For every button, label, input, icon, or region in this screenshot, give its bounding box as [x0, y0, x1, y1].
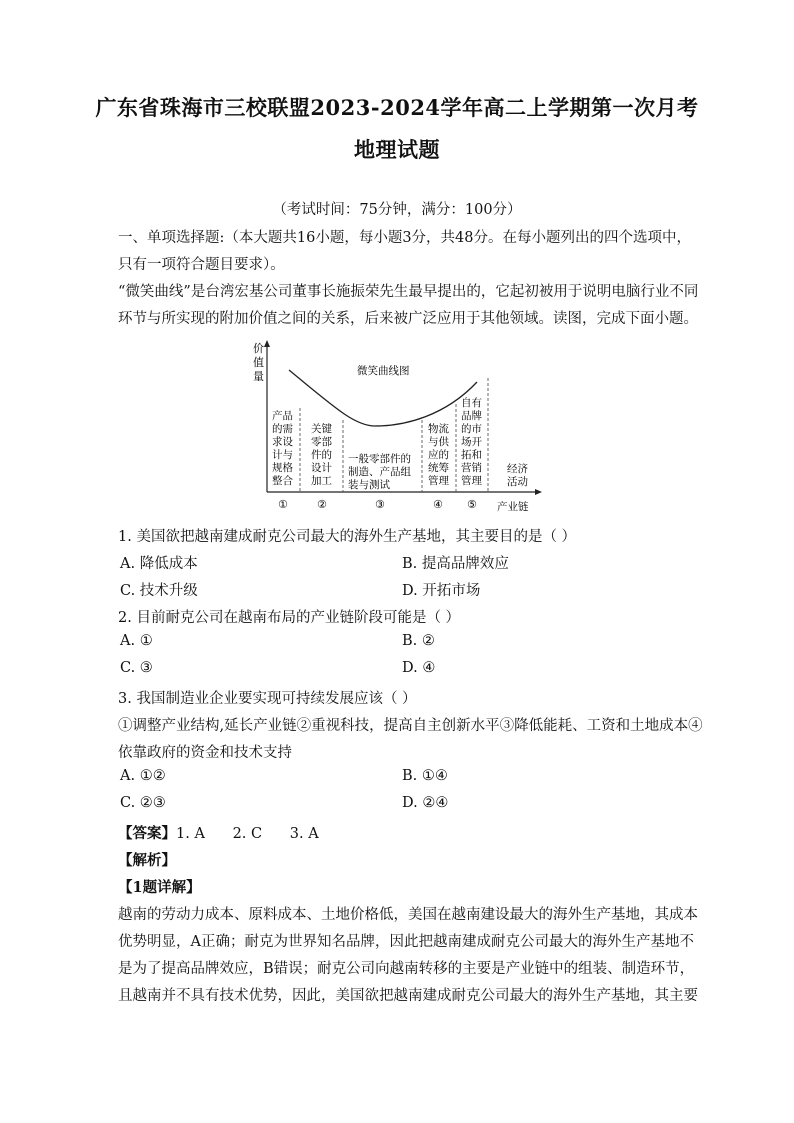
question-3-option-d: D. ②④	[402, 795, 449, 811]
stage-3-label	[348, 452, 411, 491]
smile-curve-line	[289, 370, 477, 426]
svg-text:的需: 的需	[272, 423, 293, 435]
svg-text:的市: 的市	[461, 423, 482, 435]
y-axis-label-char: 量	[253, 370, 264, 383]
analysis-line-3: 是为了提高品牌效应，B错误；耐克公司向越南转移的主要是产业链中的组装、制造环节，	[118, 961, 695, 977]
question-3-detail-1: ①调整产业结构,延长产业链②重视科技，提高自主创新水平③降低能耗、工资和土地成本④	[118, 718, 703, 734]
svg-text:管理: 管理	[461, 475, 482, 487]
activity-label: 活动	[507, 476, 528, 488]
stage-number: ③	[375, 498, 385, 511]
question-1-option-d: D. 开拓市场	[402, 583, 481, 599]
question-2-option-b: B. ②	[402, 633, 435, 649]
x-axis-arrow	[535, 489, 542, 495]
svg-text:关键: 关键	[311, 423, 332, 435]
section-heading-line-1: 一、单项选择题:（本大题共16小题，每小题3分，共48分。在每小题列出的四个选项中，	[118, 230, 692, 246]
question-1-option-a: A. 降低成本	[120, 556, 198, 572]
question-3-option-a: A. ①②	[120, 768, 166, 784]
section-heading-line-2: 只有一项符合题目要求）。	[118, 257, 285, 273]
question-1-option-b: B. 提高品牌效应	[402, 556, 509, 572]
question-3-stem: 3. 我国制造业企业要实现可持续发展应该（ ）	[118, 691, 417, 707]
svg-text:产品: 产品	[272, 410, 293, 422]
page-subtitle: 地理试题	[354, 137, 440, 162]
analysis-line-4: 且越南并不具有技术优势，因此，美国欲把越南建成耐克公司最大的海外生产基地，其主要	[118, 988, 698, 1004]
svg-text:统筹: 统筹	[428, 462, 449, 474]
analysis-label: 【解析】	[118, 852, 176, 869]
stage-number: ④	[433, 498, 443, 511]
svg-text:管理: 管理	[428, 475, 449, 487]
stage-number: ①	[278, 498, 288, 511]
analysis-sub-label: 【1题详解】	[118, 879, 201, 896]
svg-text:场开: 场开	[461, 436, 482, 448]
svg-text:与供: 与供	[428, 436, 449, 448]
svg-text:营销: 营销	[461, 462, 482, 474]
y-axis-label-char: 值	[253, 356, 264, 369]
x-axis-label: 产业链	[497, 501, 529, 513]
stage-1-label	[272, 409, 293, 487]
svg-text:整合: 整合	[272, 475, 293, 487]
analysis-line-2: 优势明显，A正确；耐克为世界知名品牌，因此把越南建成耐克公司最大的海外生产基地不	[118, 934, 694, 950]
svg-text:自有: 自有	[461, 397, 482, 409]
y-axis-label-char: 价	[253, 342, 264, 355]
svg-text:计与: 计与	[272, 449, 293, 461]
question-3-detail-2: 依靠政府的资金和技术支持	[118, 745, 292, 761]
answer-line	[118, 822, 319, 843]
svg-text:件的: 件的	[311, 449, 332, 461]
answer-values: 1. A 2. C 3. A	[176, 826, 319, 842]
stage-number: ⑤	[467, 498, 477, 511]
y-axis-arrow	[264, 340, 270, 347]
question-2-option-c: C. ③	[120, 660, 153, 676]
svg-text:零部: 零部	[311, 436, 332, 448]
svg-text:拓和: 拓和	[461, 449, 482, 461]
stage-number: ②	[317, 498, 327, 511]
svg-text:应的: 应的	[428, 449, 449, 461]
activity-label: 经济	[507, 463, 528, 475]
question-3-option-c: C. ②③	[120, 795, 166, 811]
intro-line-2: 环节与所实现的附加价值之间的关系，后来被广泛应用于其他领域。读图，完成下面小题。	[118, 311, 698, 327]
smile-curve-figure	[245, 338, 545, 518]
svg-text:品牌: 品牌	[461, 410, 482, 422]
svg-text:求设: 求设	[272, 436, 293, 448]
stage-5-label	[461, 396, 482, 487]
stage-2-label	[311, 422, 332, 487]
question-1-option-c: C. 技术升级	[120, 583, 198, 599]
svg-text:设计: 设计	[311, 462, 332, 474]
page-title: 广东省珠海市三校联盟2023-2024学年高二上学期第一次月考	[95, 95, 699, 120]
exam-info: （考试时间：75分钟，满分：100分）	[272, 202, 522, 218]
question-2-option-a: A. ①	[120, 633, 153, 649]
analysis-line-1: 越南的劳动力成本、原料成本、土地价格低，美国在越南建设最大的海外生产基地，其成本	[118, 907, 698, 923]
stage-4-label	[428, 422, 449, 487]
svg-text:物流: 物流	[428, 423, 449, 435]
intro-line-1: “微笑曲线”是台湾宏基公司董事长施振荣先生最早提出的，它起初被用于说明电脑行业不同	[118, 284, 699, 300]
svg-text:一般零部件的: 一般零部件的	[348, 453, 411, 465]
question-1-stem: 1. 美国欲把越南建成耐克公司最大的海外生产基地，其主要目的是（ ）	[118, 529, 577, 545]
curve-title: 微笑曲线图	[357, 365, 410, 377]
question-2-stem: 2. 目前耐克公司在越南布局的产业链阶段可能是（ ）	[118, 610, 461, 626]
answer-label: 【答案】	[118, 825, 176, 842]
svg-text:规格: 规格	[272, 462, 293, 474]
svg-text:装与测试: 装与测试	[348, 479, 390, 491]
question-2-option-d: D. ④	[402, 660, 436, 676]
svg-text:加工: 加工	[311, 475, 332, 487]
svg-text:制造、产品组: 制造、产品组	[348, 466, 411, 478]
question-3-option-b: B. ①④	[402, 768, 448, 784]
